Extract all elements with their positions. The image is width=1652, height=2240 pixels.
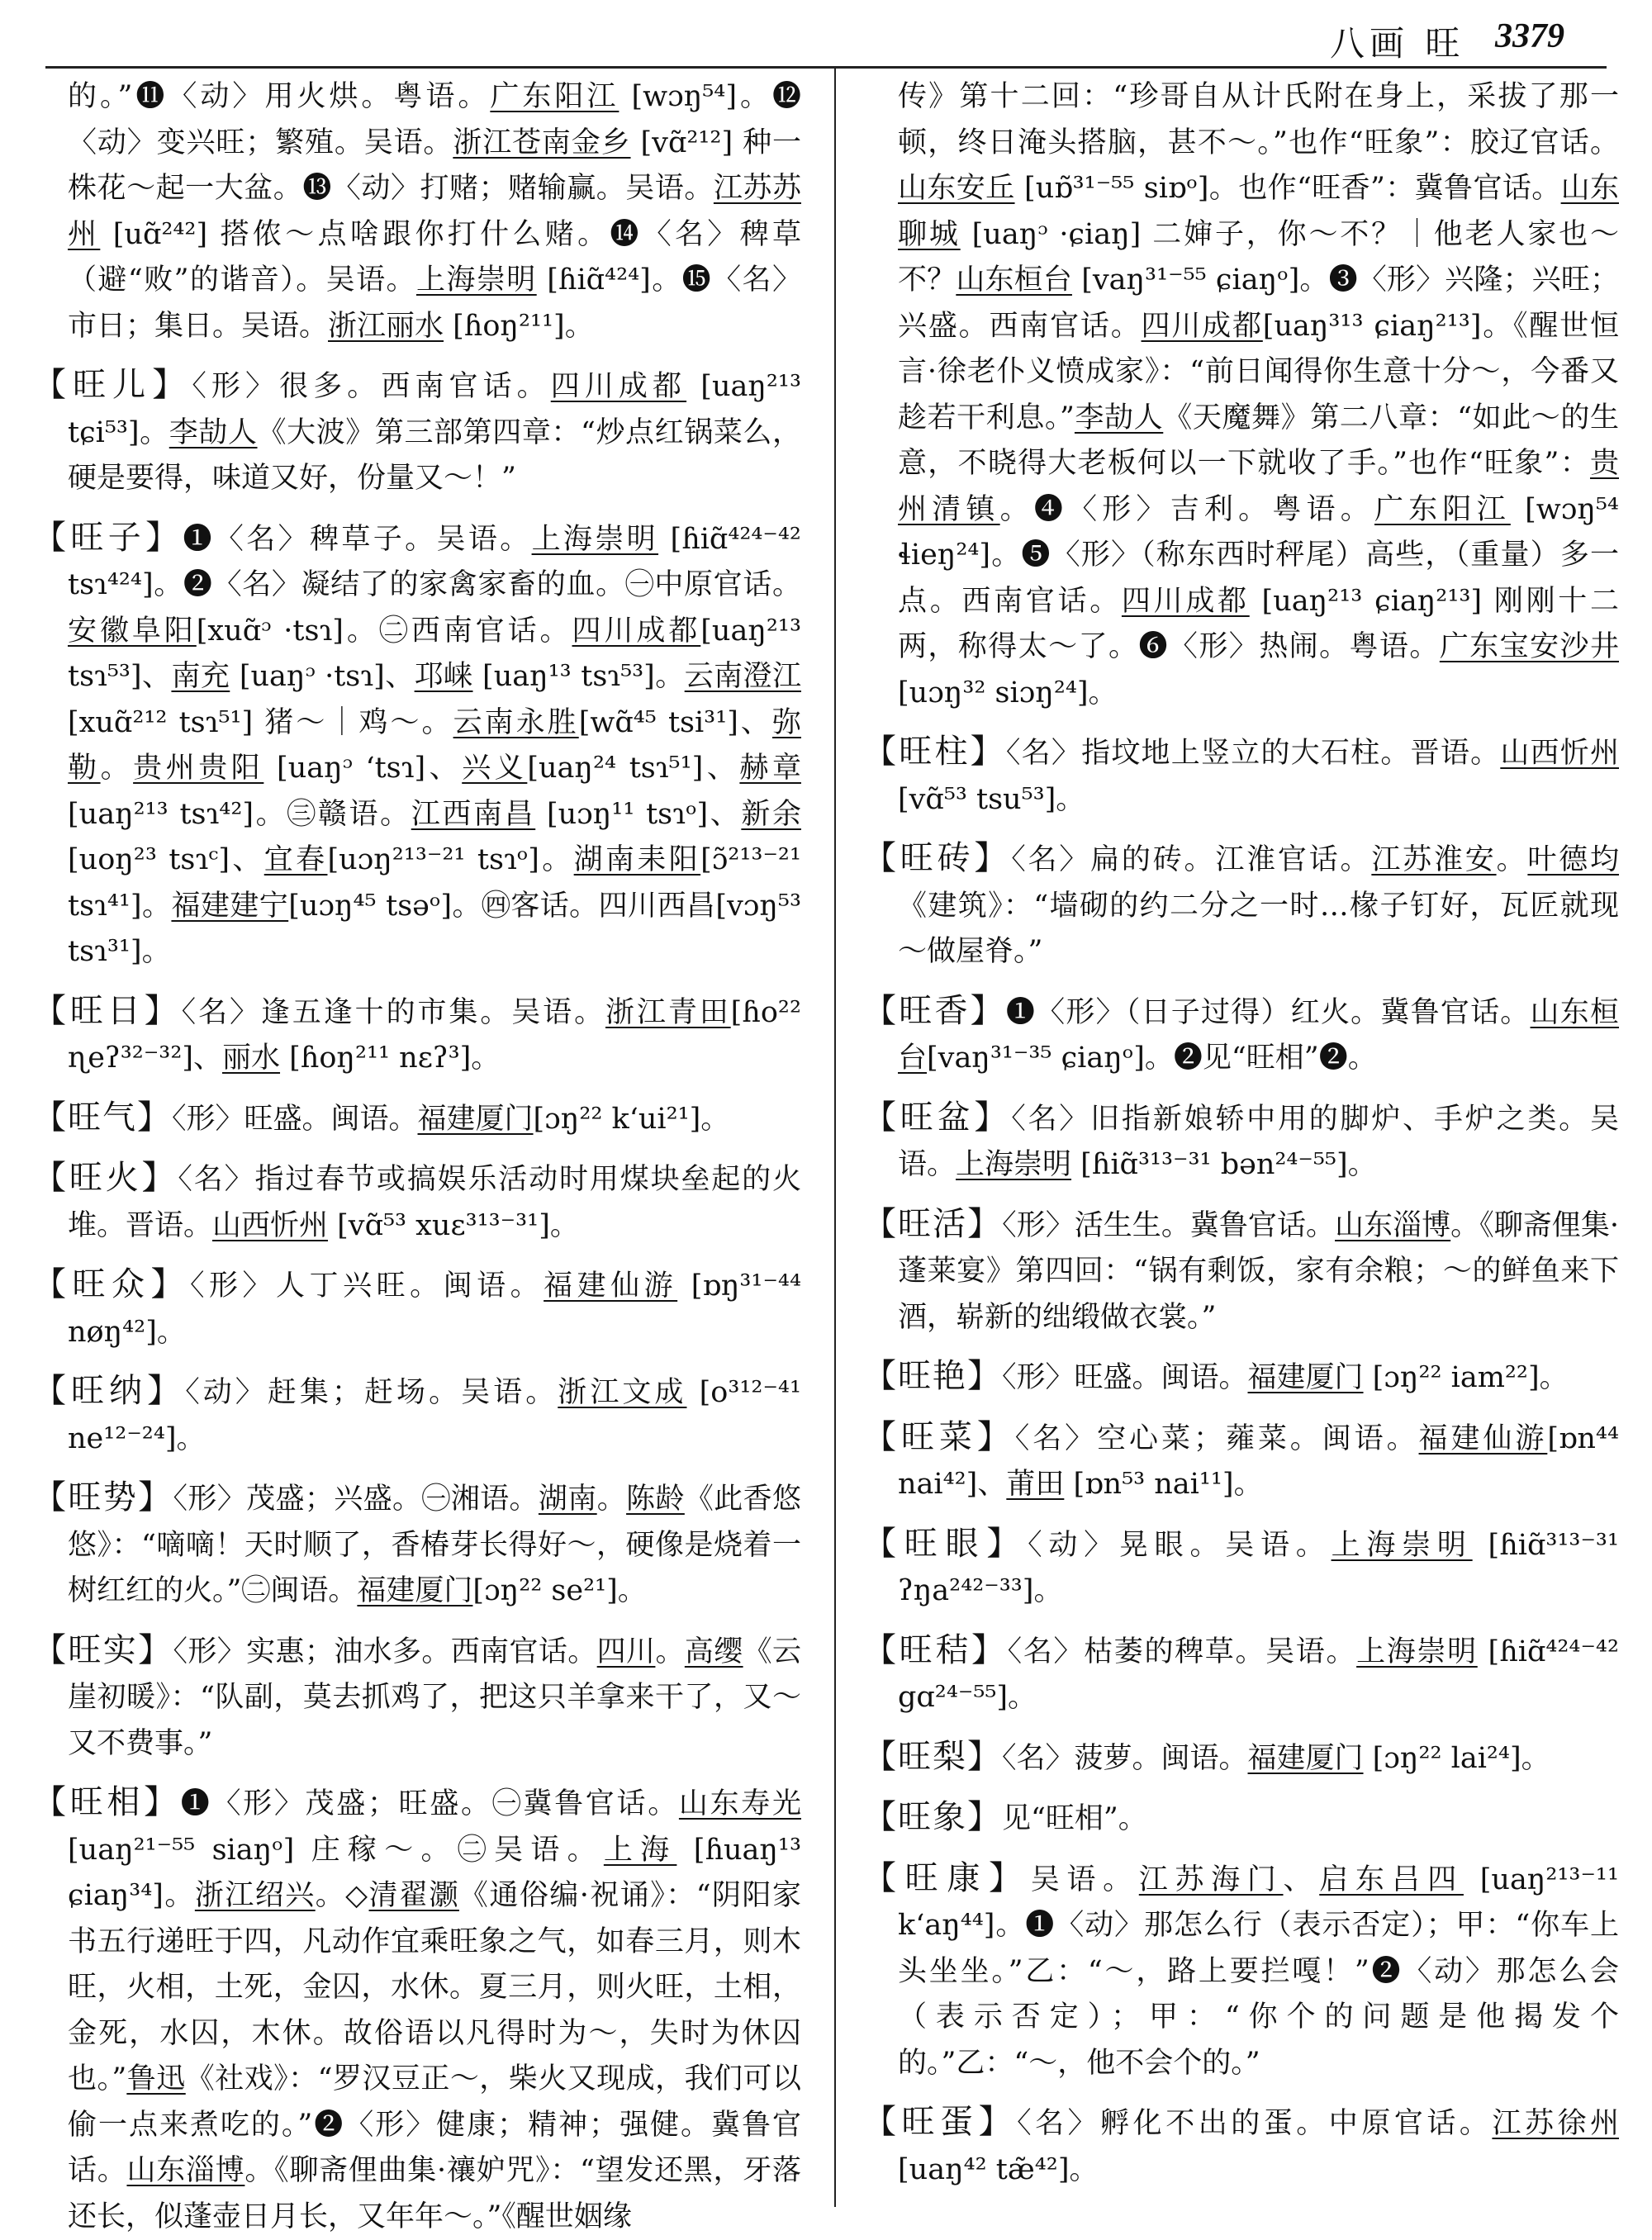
entry-text: 〈形〉活生生。冀鲁官话。: [1002, 1208, 1336, 1242]
entry-text: [uaŋᵓ ·tsɿ]、: [230, 660, 415, 693]
underlined-term: 福建厦门: [417, 1102, 534, 1136]
entry-text: 〈名〉菠萝。闽语。: [1002, 1741, 1248, 1775]
entry-text: [vaŋ³¹⁻³⁵ ɕiaŋᵒ]。❷见“旺相”❷。: [927, 1042, 1377, 1075]
entry-text: [uaŋ²¹³ ɕiaŋ²¹³] 刚刚十二两，称得太～了。❻〈形〉热闹。粤语。: [898, 584, 1619, 663]
entry-text: 《此香悠悠》：“嘀嘀！天时顺了，香椿芽长得好～，硬像是烧着一树红红的火。”㊁闽语。: [68, 1483, 801, 1607]
entry-headword: 【旺盆】: [863, 1098, 1012, 1137]
underlined-term: 赫章: [739, 752, 801, 785]
underlined-term: 福建仙游: [1418, 1421, 1548, 1455]
entry-text: [uɑ̃²⁴²] 搭侬～点啥跟你打什么赌。⓮〈名〉稗草（避“败”的谐音）。吴语。: [68, 217, 801, 297]
underlined-term: 上海崇明: [1356, 1635, 1478, 1668]
entry-text: [o³¹²⁻⁴¹ ne¹²⁻²⁴]。: [68, 1376, 801, 1455]
entry-text: [uɔŋ¹¹ tsɿᵒ]、: [535, 797, 742, 831]
entry-headword: 【旺秸】: [863, 1630, 1008, 1669]
entry-text: 〈名〉枯萎的稗草。吴语。: [1007, 1635, 1357, 1668]
entry-text: 〈动〉赶集；赶场。吴语。: [185, 1376, 558, 1409]
entry-headword: 【旺柱】: [863, 733, 1006, 771]
entry-text: 〈形〉人丁兴旺。闽语。: [190, 1269, 544, 1303]
underlined-term: 山东桓台: [956, 263, 1072, 297]
underlined-term: 云南澄江: [684, 660, 801, 693]
entry-text: 传》第十二回：“珍哥自从计氏附在身上，采拔了那一顿，终日淹头搭脑，甚不～。”也作“旺象”：胶辽官话。: [898, 80, 1619, 159]
entry-text: 〈动〉晃眼。吴语。: [1028, 1528, 1332, 1562]
entry-text: [ɔ̃²¹³⁻²¹ tsɿ⁴¹]。: [68, 843, 801, 923]
underlined-term: 邛崃: [414, 660, 473, 693]
underlined-term: 清翟灏: [368, 1879, 459, 1912]
dictionary-entry: [863, 729, 1619, 823]
underlined-term: 山东安丘: [898, 172, 1015, 205]
entry-text: 。《聊斋俚集·蓬莱宴》第四回：“锅有剩饭，家有余粮；～的鲜鱼来下酒，崭新的绌缎做衣裳。”: [898, 1208, 1619, 1334]
underlined-term: 山西忻州: [212, 1208, 329, 1242]
entry-text: 见“旺相”。: [1002, 1802, 1147, 1835]
entry-headword: 【旺火】: [33, 1159, 178, 1197]
underlined-term: 贵州贵阳: [133, 752, 264, 785]
entry-text: [xuɑ̃²¹² tsɿ⁵¹] 猪～｜鸡～。: [68, 705, 453, 739]
underlined-term: 李劼人: [169, 415, 258, 449]
entry-text: [uɔŋ³² siɔŋ²⁴]。: [898, 676, 1118, 709]
dictionary-entry: [33, 989, 801, 1082]
entry-headword: 【旺砖】: [863, 839, 1012, 877]
entry-text: [uaŋ³¹³ ɕiaŋ²¹³]。《醒世恒言·徐老仆义愤成家》：“前日闻得你生意十分～，今番又趁若干利息。”: [898, 309, 1619, 434]
entry-text: 。◇: [315, 1879, 369, 1912]
entry-text: [uaŋ¹³ tsɿ⁵³]。: [472, 660, 685, 693]
dictionary-entry: [33, 1475, 801, 1615]
entry-text: 《天魔舞》第二八章：“如此～的生意，不晓得大老板何以一下就收了手。”也作“旺象”：: [898, 401, 1619, 480]
dictionary-entry: [863, 989, 1619, 1082]
entry-text: ❶〈形〉茂盛；旺盛。㊀冀鲁官话。: [180, 1787, 679, 1820]
entry-text: 〈形〉很多。西南官话。: [192, 370, 551, 403]
entry-text: 《社戏》：“罗汉豆正～，柴火又现成，我们可以偷一点来煮吃的。”❷〈形〉健康；精神；强健。冀鲁官话。: [68, 2062, 801, 2187]
underlined-term: 浙江文成: [558, 1376, 687, 1409]
entry-text: [xuɑ̃ᵓ ·tsɿ]。㊁西南官话。: [196, 614, 572, 648]
underlined-term: 福建建宁: [171, 889, 289, 923]
underlined-term: 湖南: [538, 1483, 597, 1516]
underlined-term: 上海崇明: [956, 1148, 1072, 1181]
underlined-term: 上海崇明: [415, 263, 537, 297]
entry-text: [uɔŋ⁴⁵ tsəᵒ]。㊃客话。四川西昌[vɔŋ⁵³ tsɿ³¹]。: [68, 889, 801, 968]
underlined-term: 叶德均: [1527, 843, 1619, 876]
underlined-term: 浙江绍兴: [194, 1879, 316, 1912]
entry-text: [ɦiɑ̃⁴²⁴⁻⁴² tsɿ⁴²⁴]。❷〈名〉凝结了的家禽家畜的血。㊀中原官话。: [68, 522, 801, 601]
entry-text: [uaŋ⁴² tæ̃⁴²]。: [898, 2152, 1099, 2186]
right-column: [863, 74, 1619, 2205]
dictionary-entry: [863, 1628, 1619, 1721]
page-number: 3379: [1495, 17, 1564, 55]
entry-text: [ɒŋ³¹⁻⁴⁴ nøŋ⁴²]。: [68, 1269, 801, 1349]
entry-text: [ɦiɑ̃⁴²⁴⁻⁴² gɑ²⁴⁻⁵⁵]。: [898, 1635, 1619, 1714]
underlined-term: 莆田: [1006, 1468, 1065, 1501]
entry-text: 〈形〉实惠；油水多。西南官话。: [173, 1635, 597, 1668]
underlined-term: 山东淄博: [1335, 1208, 1451, 1242]
entry-text: 〈名〉指过春节或搞娱乐活动时用煤块垒起的火堆。晋语。: [68, 1163, 801, 1242]
underlined-term: 陈龄: [626, 1483, 685, 1516]
underlined-term: 广东宝安沙井: [1439, 630, 1619, 663]
underlined-term: 宜春: [263, 843, 328, 876]
dictionary-entry: [33, 1262, 801, 1355]
underlined-term: 新余: [741, 797, 801, 831]
entry-text: [ɦoŋ²¹¹]。: [444, 309, 594, 343]
entry-text: [uaŋ²¹³ tsɿ⁵³]、: [68, 614, 801, 693]
dictionary-entry: [33, 1369, 801, 1462]
entry-text: 的。”⓫〈动〉用火烘。粤语。: [68, 80, 491, 113]
entry-headword: 【旺子】: [33, 518, 183, 557]
entry-text: [vɑ̃⁵³ tsu⁵³]。: [898, 782, 1085, 816]
underlined-term: 上海崇明: [1331, 1528, 1473, 1562]
entry-text: 〈名〉扁的砖。江淮官话。: [1011, 843, 1372, 876]
dictionary-entry: [33, 363, 801, 502]
entry-text: 《通俗编·祝诵》：“阴阳家书五行递旺于四，凡动作宜乘旺象之气，如春三月，则木旺，火相，土死，金囚，水休。夏三月，则火旺，土相，金死，水囚，木休。故俗语以凡得时为～，失时为休囚也。”: [68, 1879, 801, 2095]
underlined-term: 丽水: [222, 1042, 281, 1075]
dictionary-entry: [863, 1735, 1619, 1782]
entry-text: [ɔŋ²² iam²²]。: [1363, 1361, 1569, 1394]
entry-text: 〈名〉逢五逢十的市集。吴语。: [181, 995, 605, 1029]
entry-text: [uaŋ²¹³ tɕi⁵³]。: [68, 370, 801, 449]
underlined-term: 鲁迅: [126, 2062, 186, 2095]
entry-text: [ɦiɑ̃³¹³⁻³¹ ʔŋa²⁴²⁻³³]。: [898, 1528, 1619, 1607]
dictionary-entry: [33, 1628, 801, 1768]
entry-text: 〈名〉指坟地上竖立的大石柱。晋语。: [1005, 737, 1501, 770]
entry-text: [uaŋᵓ ·ɕiaŋ] 二婶子，你～不？｜他老人家也～不？: [898, 217, 1619, 297]
dictionary-entry: [863, 836, 1619, 975]
entry-text: 〈形〉茂盛；兴盛。㊀湘语。: [173, 1483, 539, 1516]
underlined-term: 山东淄博: [126, 2154, 245, 2187]
entry-text: 《云崖初暖》：“队副，莫去抓鸡了，把这只羊拿来干了，又～又不费事。”: [68, 1635, 801, 1760]
dictionary-entry: [863, 1095, 1619, 1189]
underlined-term: 湖南耒阳: [573, 843, 701, 876]
underlined-term: 云南永胜: [453, 705, 579, 739]
underlined-term: 山西忻州: [1500, 737, 1619, 770]
underlined-term: 四川成都: [1141, 309, 1263, 343]
entry-text: [uaŋ²¹³⁻¹¹ kʻaŋ⁴⁴]。❶〈动〉那怎么行（表示否定）；甲：“你车上头坐坐。”乙：“～，路上要拦嘎！”❷〈动〉那怎么会（表示否定）；甲：“你个的问题是他揭发个的。”乙：“～，他不会个的。”: [898, 1863, 1619, 2080]
entry-headword: 【旺实】: [33, 1630, 173, 1669]
underlined-term: 浙江苍南金乡: [453, 126, 631, 159]
entry-text: 〈名〉孵化不出的蛋。中原官话。: [1017, 2107, 1493, 2140]
entry-text: 。: [596, 1483, 627, 1516]
dictionary-entry: [863, 1415, 1619, 1508]
dictionary-entry: [33, 1780, 801, 2240]
entry-headword: 【旺蛋】: [863, 2103, 1018, 2141]
entry-text: [ɔŋ²² lai²⁴]。: [1363, 1741, 1550, 1775]
underlined-term: 江西南昌: [411, 797, 536, 831]
underlined-term: 四川成都: [572, 614, 701, 648]
underlined-term: 高缨: [684, 1635, 743, 1668]
running-header: 八画 旺: [1330, 23, 1465, 64]
entry-text: [wɑ̃⁴⁵ tsi³¹]、: [578, 705, 772, 739]
underlined-term: 四川成都: [550, 370, 687, 403]
dictionary-entry: [33, 1095, 801, 1143]
entry-text: [uaŋ²¹³ tsɿ⁴²]。㊂赣语。: [68, 797, 411, 831]
underlined-term: 江苏海门: [1138, 1863, 1284, 1896]
dictionary-entry: [863, 1795, 1619, 1843]
entry-headword: 【旺气】: [33, 1098, 172, 1137]
entry-text: [ɦiɑ̃³¹³⁻³¹ bən²⁴⁻⁵⁵]。: [1071, 1148, 1377, 1181]
entry-text: [ɒn⁴⁴ nai⁴²]、: [898, 1421, 1619, 1501]
entry-text: [vɑ̃⁵³ xuɛ³¹³⁻³¹]。: [328, 1208, 579, 1242]
entry-text: [uɒ̃³¹⁻⁵⁵ siɒᵒ]。也作“旺香”：冀鲁官话。: [1014, 172, 1561, 205]
entry-text: 〈形〉旺盛。闽语。: [1002, 1361, 1248, 1394]
entry-text: [ɦoŋ²¹¹ nɛʔ³]。: [280, 1042, 501, 1075]
entry-text: 〈名〉空心菜；蕹菜。闽语。: [1014, 1421, 1419, 1455]
dictionary-entry: [33, 1156, 801, 1249]
left-column: [33, 74, 801, 2233]
entry-text: 〈形〉旺盛。闽语。: [172, 1102, 418, 1136]
entry-headword: 【旺象】: [863, 1798, 1002, 1836]
entry-text: [ɦiɑ̃⁴²⁴]。⓯〈名〉市日；集日。吴语。: [68, 263, 801, 343]
underlined-term: 四川: [596, 1635, 656, 1668]
entry-text: [vaŋ³¹⁻⁵⁵ ɕiaŋᵒ]。❸〈形〉兴隆；兴旺；兴盛。西南官话。: [898, 263, 1619, 343]
underlined-term: 弥勒: [68, 705, 801, 785]
underlined-term: 广东阳江: [490, 80, 620, 113]
entry-text: 。❹〈形〉吉利。粤语。: [999, 492, 1374, 526]
entry-text: [ɔŋ²² kʻui²¹]。: [533, 1102, 730, 1136]
underlined-term: 启东吕四: [1319, 1863, 1464, 1896]
entry-text: [uaŋ²⁴ tsɿ⁵¹]、: [527, 752, 740, 785]
header-rule: [45, 66, 1607, 69]
entry-text: [uaŋ²¹⁻⁵⁵ siaŋᵒ] 庄稼～。㊁吴语。: [68, 1833, 604, 1867]
entry-headword: 【旺相】: [33, 1783, 181, 1821]
entry-text: 《大波》第三部第四章：“炒点红锅菜么，硬是要得，味道又好，份量又～！”: [68, 415, 801, 495]
entry-text: 、: [1283, 1863, 1320, 1896]
underlined-term: 山东聊城: [898, 172, 1619, 251]
entry-text: [ɦo²² ɳeʔ³²⁻³²]、: [68, 995, 801, 1075]
underlined-term: 山东桓台: [898, 995, 1619, 1075]
entry-headword: 【旺香】: [863, 991, 1006, 1030]
entry-text: ❶〈形〉（日子过得）红火。冀鲁官话。: [1005, 995, 1531, 1029]
entry-text: 。: [1496, 843, 1528, 876]
underlined-term: 上海崇明: [531, 522, 659, 556]
entry-text: [ɔŋ²² se²¹]。: [472, 1574, 647, 1607]
entry-text: 〈名〉旧指新娘轿中用的脚炉、手炉之类。吴语。: [898, 1102, 1619, 1181]
entry-text: [ɒn⁵³ nai¹¹]。: [1064, 1468, 1263, 1501]
entry-headword: 【旺梨】: [863, 1737, 1002, 1776]
underlined-term: 浙江丽水: [328, 309, 444, 343]
entry-text: [uoŋ²³ tsɿᶜ]、: [68, 843, 264, 876]
underlined-term: 李劼人: [1074, 401, 1164, 434]
entry-text: [wɔŋ⁵⁴]。⓬〈动〉变兴旺；繁殖。吴语。: [68, 80, 801, 159]
entry-headword: 【旺儿】: [33, 366, 192, 404]
underlined-term: 福建厦门: [1247, 1361, 1364, 1394]
entry-text: ❶〈名〉稗草子。吴语。: [183, 522, 532, 556]
underlined-term: 江苏苏州: [68, 172, 801, 251]
underlined-term: 江苏淮安: [1371, 843, 1497, 876]
entry-text: [ɦuaŋ¹³ ɕiaŋ³⁴]。: [68, 1833, 801, 1912]
dictionary-entry: [863, 1856, 1619, 2087]
entry-headword: 【旺活】: [863, 1204, 1003, 1243]
underlined-term: 贵州清镇: [898, 447, 1619, 526]
dictionary-entry: [863, 2100, 1619, 2193]
underlined-term: 南充: [171, 660, 230, 693]
dictionary-entry: [33, 515, 801, 975]
entry-headword: 【旺眼】: [863, 1524, 1028, 1563]
entry-text: [vɑ̃²¹²] 种一株花～起一大盆。⓭〈动〉打赌；赌输赢。吴语。: [68, 126, 801, 205]
underlined-term: 兴义: [462, 752, 528, 785]
underlined-term: 福建厦门: [357, 1574, 473, 1607]
entry-text: [uaŋᵓ ʻtsɿ]、: [263, 752, 463, 785]
underlined-term: 山东寿光: [678, 1787, 801, 1820]
underlined-term: 广东阳江: [1374, 492, 1511, 526]
entry-continuation: [33, 74, 801, 349]
underlined-term: 安徽阜阳: [68, 614, 197, 648]
entry-headword: 【旺艳】: [863, 1357, 1002, 1395]
underlined-term: 浙江青田: [605, 995, 731, 1029]
entry-headword: 【旺康】: [863, 1858, 1031, 1897]
dictionary-entry: [863, 1521, 1619, 1615]
entry-headword: 【旺势】: [33, 1478, 173, 1516]
entry-text: 。: [100, 752, 134, 785]
underlined-term: 江苏徐州: [1492, 2107, 1619, 2140]
entry-text: [uɔŋ²¹³⁻²¹ tsɿᵒ]。: [327, 843, 574, 876]
underlined-term: 上海: [603, 1833, 677, 1867]
entry-headword: 【旺众】: [33, 1265, 191, 1303]
entry-text: 吴语。: [1030, 1863, 1139, 1896]
dictionary-entry: [863, 1354, 1619, 1402]
entry-headword: 【旺日】: [33, 991, 182, 1030]
entry-text: 。《聊斋俚曲集·禳妒咒》：“望发还黑，牙落还长，似蓬壶日月长，又年年～。”《醒世姻缘: [68, 2154, 801, 2233]
column-divider: [834, 68, 836, 2207]
underlined-term: 福建厦门: [1247, 1741, 1364, 1775]
entry-continuation: [863, 74, 1619, 716]
entry-headword: 【旺纳】: [33, 1372, 186, 1410]
entry-text: [wɔŋ⁵⁴ ɬieŋ²⁴]。❺〈形〉（称东西时秤尾）高些，（重量）多一点。西南官话。: [898, 492, 1619, 618]
entry-text: 《建筑》：“墙砌的约二分之一时…椽子钉好，瓦匠就现～做屋脊。”: [898, 889, 1619, 968]
entry-text: 。: [655, 1635, 685, 1668]
dictionary-entry: [863, 1202, 1619, 1341]
entry-headword: 【旺菜】: [863, 1417, 1015, 1456]
underlined-term: 四川成都: [1121, 584, 1250, 618]
underlined-term: 福建仙游: [544, 1269, 678, 1303]
